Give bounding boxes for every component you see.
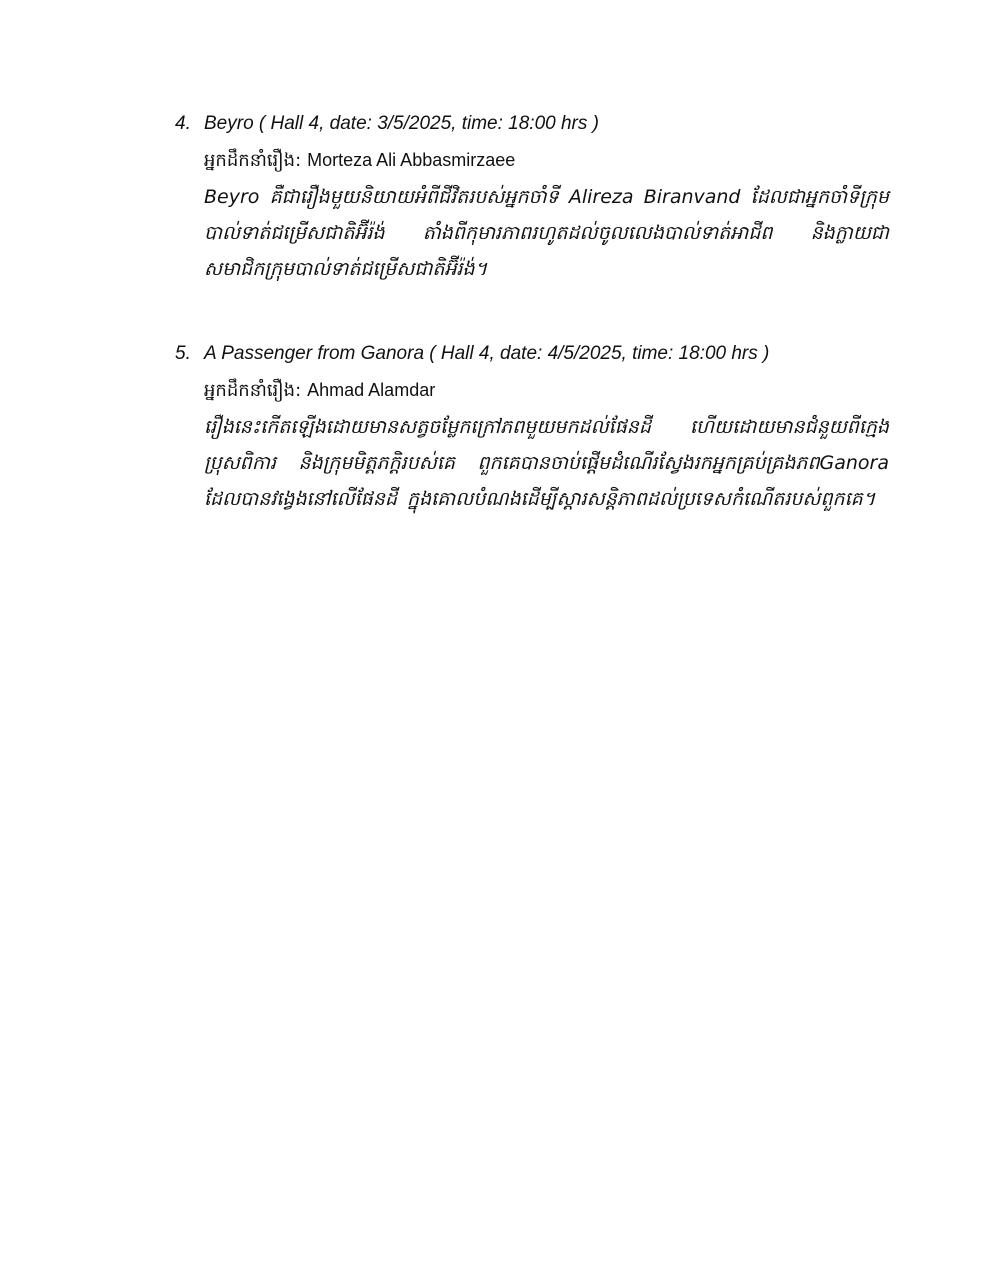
director-name: Ahmad Alamdar [307,380,436,400]
director-label: អ្នកដឹកនាំរឿង [204,150,296,171]
director-separator: : [295,380,302,401]
film-synopsis: រឿងនេះកើតឡើងដោយមានសត្វចម្លែកក្រៅភពមួយមកដល់ផែនដី ហើយដោយមានជំនួយពីក្មេងប្រុសពិការ និងក្រុមមិត្តភក្តិរបស់គេ ពួកគេបានចាប់ផ្តើមដំណើរស្វែងរកអ្នកគ្រប់គ្រងភពGanora ដែលបានវង្វេងនៅលើផែនដី ក្នុងគោលបំណងដើម្បីស្តារសន្តិភាពដល់ប្រទេសកំណើតរបស់ពួកគេ។ [204,416,889,510]
director-separator: : [295,150,302,171]
film-title: A Passenger from Ganora ( Hall 4, date: 4/5/2025, time: 18:00 hrs ) [204,343,770,364]
film-title-line [175,340,895,368]
entry-number: 5. [175,343,191,364]
director-name: Morteza Ali Abbasmirzaee [307,150,516,170]
film-title: Beyro ( Hall 4, date: 3/5/2025, time: 18:00 hrs ) [204,113,599,134]
director-label: អ្នកដឹកនាំរឿង [204,380,296,401]
director-line [204,376,895,405]
film-entry [175,340,895,517]
film-synopsis: Beyro គឺជារឿងមួយនិយាយអំពីជីវិតរបស់អ្នកចាំទី Alireza Biranvand ដែលជាអ្នកចាំទីក្រុមបាល់ទាត់ជម្រើសជាតិអ៊ីរ៉ង់ តាំងពីកុមារភាពរហូតដល់ចូលលេងបាល់ទាត់អាជីព និងក្លាយជាសមាជិកក្រុមបាល់ទាត់ជម្រើសជាតិអ៊ីរ៉ង់។ [204,186,889,280]
film-entry [175,110,895,287]
entry-number: 4. [175,113,191,134]
director-line [204,146,895,175]
film-title-line [175,110,895,138]
